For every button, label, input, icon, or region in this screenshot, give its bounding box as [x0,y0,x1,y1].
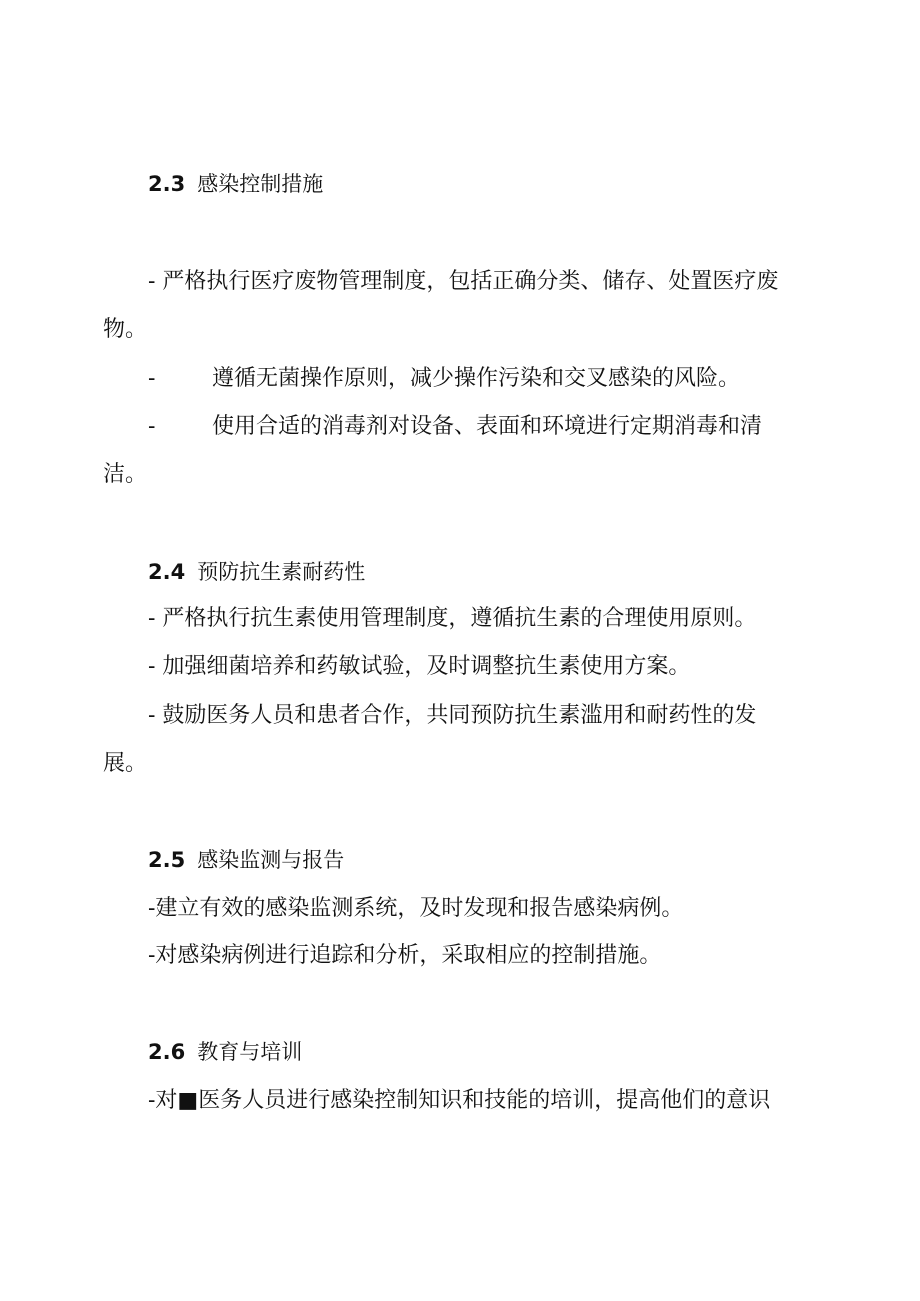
section-title: 教育与培训 [197,1040,303,1064]
section-heading-2-5 [148,846,344,874]
section-number: 2.6 [148,1040,186,1064]
paragraph-line: -对感染病例进行追踪和分析，采取相应的控制措施。 [148,943,662,968]
paragraph-line: - 严格执行抗生素使用管理制度，遵循抗生素的合理使用原则。 [148,606,757,631]
paragraph-line-dashed [148,412,762,442]
paragraph-line: - 鼓励医务人员和患者合作，共同预防抗生素滥用和耐药性的发 [148,703,757,728]
section-heading-2-3 [148,170,323,198]
list-dash: - [148,414,156,439]
paragraph-text: 使用合适的消毒剂对设备、表面和环境进行定期消毒和清 [212,414,763,439]
paragraph-line: 洁。 [103,462,148,487]
section-number: 2.3 [148,172,186,196]
section-number: 2.4 [148,560,186,584]
section-title: 预防抗生素耐药性 [197,560,366,584]
section-number: 2.5 [148,848,186,872]
paragraph-line: 物。 [103,317,148,342]
paragraph-line-dashed [148,364,740,394]
paragraph-text: 遵循无菌操作原则，减少操作污染和交叉感染的风险。 [212,366,741,391]
paragraph-line: -对■医务人员进行感染控制知识和技能的培训，提高他们的意识 [148,1088,771,1113]
paragraph-line: -建立有效的感染监测系统，及时发现和报告感染病例。 [148,896,684,921]
paragraph-line: 展。 [103,751,148,776]
section-title: 感染控制措施 [197,172,324,196]
list-dash: - [148,366,156,391]
section-title: 感染监测与报告 [197,848,345,872]
paragraph-line: - 加强细菌培养和药敏试验，及时调整抗生素使用方案。 [148,654,691,679]
section-heading-2-4 [148,558,365,586]
section-heading-2-6 [148,1038,302,1066]
paragraph-line: - 严格执行医疗废物管理制度，包括正确分类、储存、处置医疗废 [148,269,779,294]
